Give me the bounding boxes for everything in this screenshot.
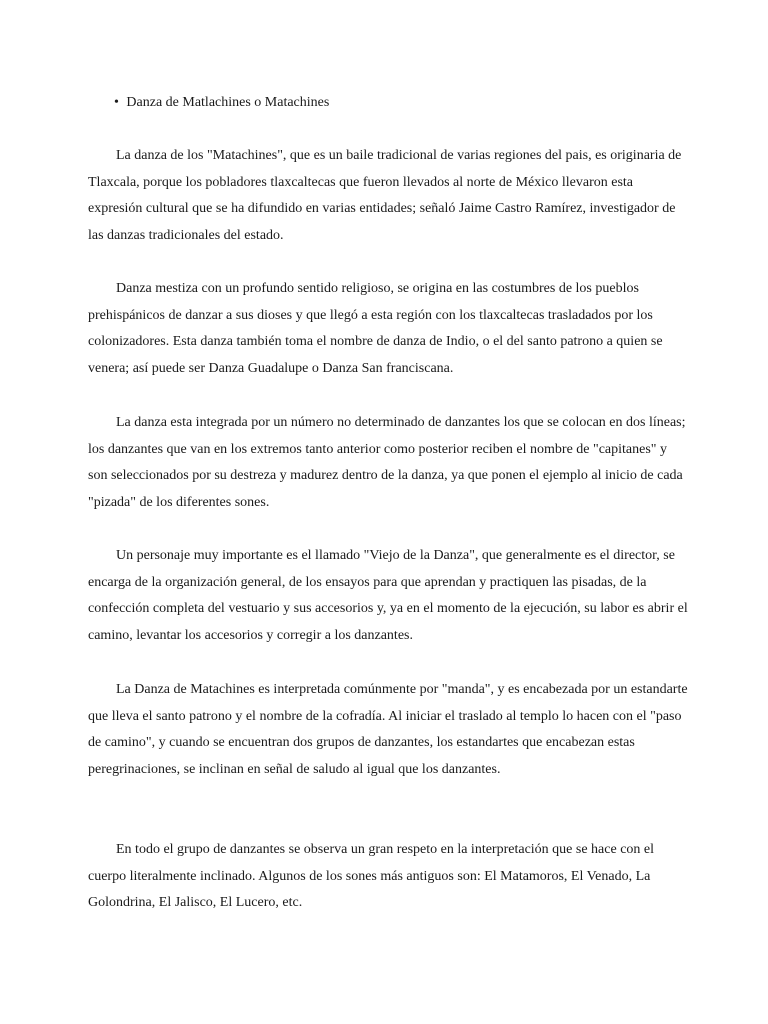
paragraph-viejo: Un personaje muy importante es el llamado "Viejo de la Danza", que generalmente es el director, se encarga de la organización general, de los ensayos para que aprendan y practiquen las pisadas, de la confección completa del vestuario y sus accesorios y, ya en el momento de la ejecución, su labor es abrir el camino, levantar los accesorios y corregir a los danzantes.	[88, 548, 688, 643]
section-heading	[114, 93, 329, 113]
paragraph-origin: La danza de los "Matachines", que es un baile tradicional de varias regiones del pais, es originaria de Tlaxcala, porque los pobladores tlaxcaltecas que fueron llevados al norte de México llevaron esta expresión cultural que se ha difundido en varias entidades; señaló Jaime Castro Ramírez, investigador de las danzas tradicionales del estado.	[88, 148, 682, 243]
section-heading-text: Danza de Matlachines o Matachines	[126, 95, 330, 110]
paragraph-structure: La danza esta integrada por un número no determinado de danzantes los que se colocan en dos líneas; los danzantes que van en los extremos tanto anterior como posterior reciben el nombre de "capitanes" y son seleccionados por su destreza y madurez dentro de la danza, ya que ponen el ejemplo al inicio de cada "pizada" de los diferentes sones.	[88, 415, 686, 510]
bullet-icon: •	[114, 95, 119, 110]
paragraph-sones: En todo el grupo de danzantes se observa un gran respeto en la interpretación que se hace con el cuerpo literalmente inclinado. Algunos de los sones más antiguos son: El Matamoros, El Venado, La Golondrina, El Jalisco, El Lucero, etc.	[88, 842, 655, 911]
paragraph-manda: La Danza de Matachines es interpretada comúnmente por "manda", y es encabezada por un estandarte que lleva el santo patrono y el nombre de la cofradía. Al iniciar el traslado al templo lo hacen con el "paso de camino", y cuando se encuentran dos grupos de danzantes, los estandartes que encabezan estas peregrinaciones, se inclinan en señal de saludo al igual que los danzantes.	[88, 682, 688, 777]
paragraph-mestiza: Danza mestiza con un profundo sentido religioso, se origina en las costumbres de los pueblos prehispánicos de danzar a sus dioses y que llegó a esta región con los tlaxcaltecas trasladados por los colonizadores. Esta danza también toma el nombre de danza de Indio, o el del santo patrono a quien se venera; así puede ser Danza Guadalupe o Danza San franciscana.	[88, 281, 663, 376]
